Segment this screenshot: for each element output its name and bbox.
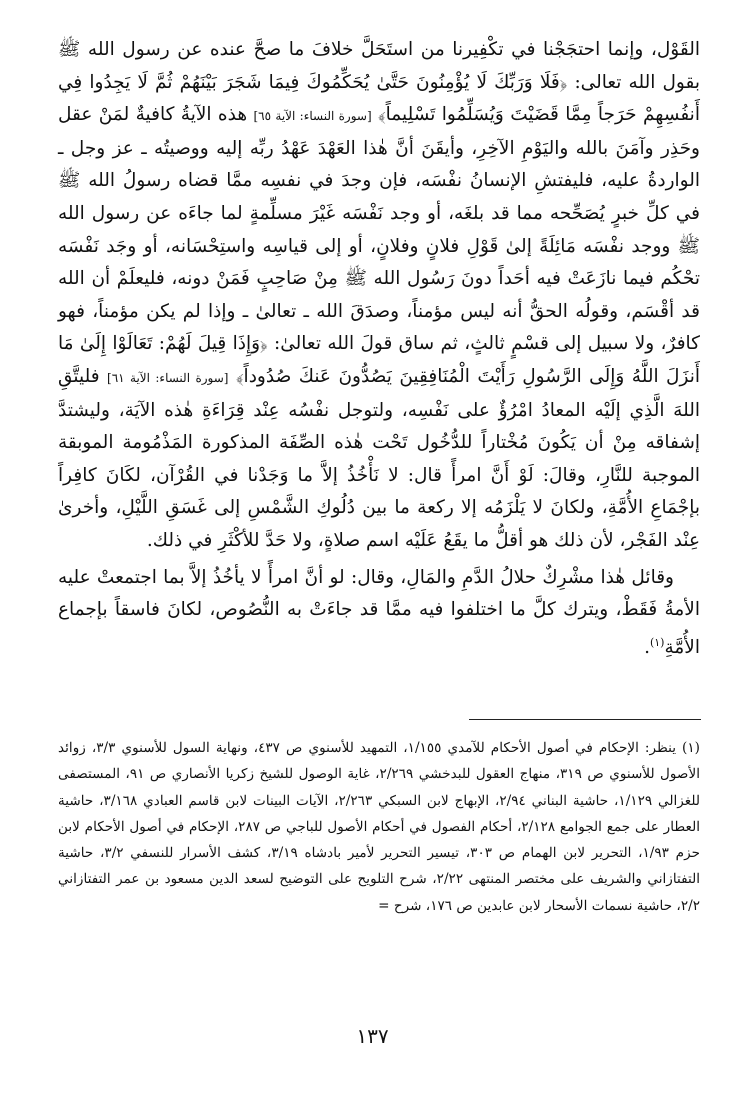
paragraph-1-part-b: هذه الآيةُ كافيةٌ لمَنْ عقل وحَذِر وآمَنَ بالله واليَوْمِ الآخِرِ، وأيقَنَ أنَّ هٰذا العَهْدَ عَهْدُ ربِّه إليه ووصيتُه ـ عز وجل ـ الواردةُ عليه، فليفتشِ الإنسانُ نفْسَه، فإن وجدَ في نفسِه ممَّا قضاه رسولُ الله ﷺ في كلِّ خبرٍ يُصَحِّحه مما قد بلغَه، أو وجد نَفْسَه غَيْرَ مسلِّمةٍ لما جاءَه عن رسول الله ﷺ ووجد نفْسَه مَائِلَةً إلىٰ قَوْلِ فلانٍ وفلانٍ، أو إلى قياسِه واستِحْسَانه، أو وجَد نَفْسَه تحْكُم فيما نازَعَتْ فيه أحَداً دونَ رَسُول الله ﷺ مِنْ صَاحِبٍ فَمَنْ دونه، فليعلَمْ أن الله قد أقْسَم، وقولُه الحقُّ أنه ليس مؤمناً، وصدَقَ الله ـ تعالىٰ ـ وإذا لم يكن مؤمناً، فهو كافرٌ، ولا سبيل إلى قسْمٍ ثالثٍ، ثم ساق قولَ الله تعالىٰ: ﴿وَإِذَا قِيلَ لَهُمْ: تَعَالَوْا إِلَىٰ مَا أَنزَلَ اللَّهُ وَإِلَى الرَّسُولِ رَأَيْتَ الْمُنَافِقِينَ يَصُدُّونَ عَنكَ صُدُوداً﴾: [58, 104, 700, 387]
quran-reference-2: [سورة النساء: الآية ٦١]: [107, 370, 229, 385]
main-text-body: [58, 34, 700, 664]
quran-reference-1: [سورة النساء: الآية ٦٥]: [253, 109, 372, 124]
footnote-divider: [469, 719, 701, 720]
paragraph-1-part-c: فليتَّقِ اللهَ الَّذِي إلَيْه المعادُ امْرُؤٌ على نَفْسِه، ولتوجل نفْسُه عِنْد قِرَاءَةِ هٰذه الآيَة، وليشتدَّ إشفاقه مِنْ أن يَكُونَ مُخْتاراً للدُّخُول تَحْت هٰذه الصِّفَة المذكورة المَذْمُومة الموبقة الموجبة للنَّارِ، وقالَ: لَوْ أَنَّ امرأً قال: لا نَأْخُذُ إلاَّ ما وَجَدْنا في القُرْآن، لكَانَ كافِراً بإجْمَاعِ الأُمَّةِ، ولكانَ لا يَلْزَمُه إلا ركعة ما بين دُلُوكِ الشَّمْسِ إلى غَسَقِ اللَّيْلِ، وأخرىٰ عِنْد الفَجْر، لأن ذلك هو أقلُّ ما يقَعُ عَلَيْه اسم صلاةٍ، ولا حَدَّ للأكْثَرِ في ذلك.: [58, 365, 700, 551]
main-text: [58, 34, 700, 664]
footnotes: [58, 735, 700, 919]
footnote-marker: (١): [649, 635, 665, 649]
paragraph-2-text: وقائل هٰذا مشْرِكٌ حلالُ الدَّمِ والمَالِ، وقال: لو أنَّ امرأً لا يأخُذُ إلاَّ بما اجتمعتْ عليه الأمةُ فَقَطْ، ويترك كلَّ ما اختلفوا فيه ممَّا قد جاءَتْ به النُّصُوص، لكانَ فاسقاً بإجماع الأُمَّةِ: [58, 566, 700, 658]
paragraph-1-part-a: القَوْل، وإنما احتجَجْنا في تكْفِيرنا من استَحَلَّ خلافَ ما صحَّ عنده عن رسول الله ﷺ بقول الله تعالى: ﴿فَلَا وَرَبِّكَ لَا يُؤْمِنُونَ حَتَّىٰ يُحَكِّمُوكَ فِيمَا شَجَرَ بَيْنَهُمْ ثُمَّ لَا يَجِدُوا فِي أَنفُسِهِمْ حَرَجاً مِمَّا قَضَيْتَ وَيُسَلِّمُوا تَسْلِيماً﴾: [58, 39, 700, 126]
page-number: ١٣٧: [356, 1024, 389, 1048]
footnote-1: (١) ينظر: الإحكام في أصول الأحكام للآمدي ١/١٥٥، التمهيد للأسنوي ص ٤٣٧، ونهاية السول للأسنوي ٣/٣، زوائد الأصول للأسنوي ص ٣١٩، منهاج العقول للبدخشي ٢/٢٦٩، غاية الوصول للشيخ زكريا الأنصاري ص ٩١، المستصفى للغزالي ١/١٢٩، حاشية البناني ٢/٩٤، الإبهاج لابن السبكي ٢/٢٦٣، الآيات البينات لابن قاسم العبادي ٣/١٦٨، حاشية العطار على جمع الجوامع ٢/١٢٨، أحكام الفصول في أحكام الأصول للباجي ص ٢٨٧، الإحكام في أصول الأحكام لابن حزم ١/٩٣، التحرير لابن الهمام ص ٣٠٣، تيسير التحرير لأمير بادشاه ٣/١٩، كشف الأسرار للنسفي ٣/٢، حاشية التفتازاني والشريف على مختصر المنتهى ٢/٢٢، شرح التلويح على التوضيح لسعد الدين مسعود بن عمر التفتازاني ٢/٢، حاشية نسمات الأسحار لابن عابدين ص ١٧٦، شرح =: [58, 740, 701, 914]
paragraph-1: [58, 34, 700, 558]
paragraph-2: وقائل هٰذا مشْرِكٌ حلالُ الدَّمِ والمَالِ، وقال: لو أنَّ امرأً لا يأخُذُ إلاَّ بما اجتمعتْ عليه الأمةُ فَقَطْ، ويترك كلَّ ما اختلفوا فيه ممَّا قد جاءَتْ به النُّصُوص، لكانَ فاسقاً بإجماع الأُمَّةِ$^{(١)}$.: [58, 566, 700, 658]
